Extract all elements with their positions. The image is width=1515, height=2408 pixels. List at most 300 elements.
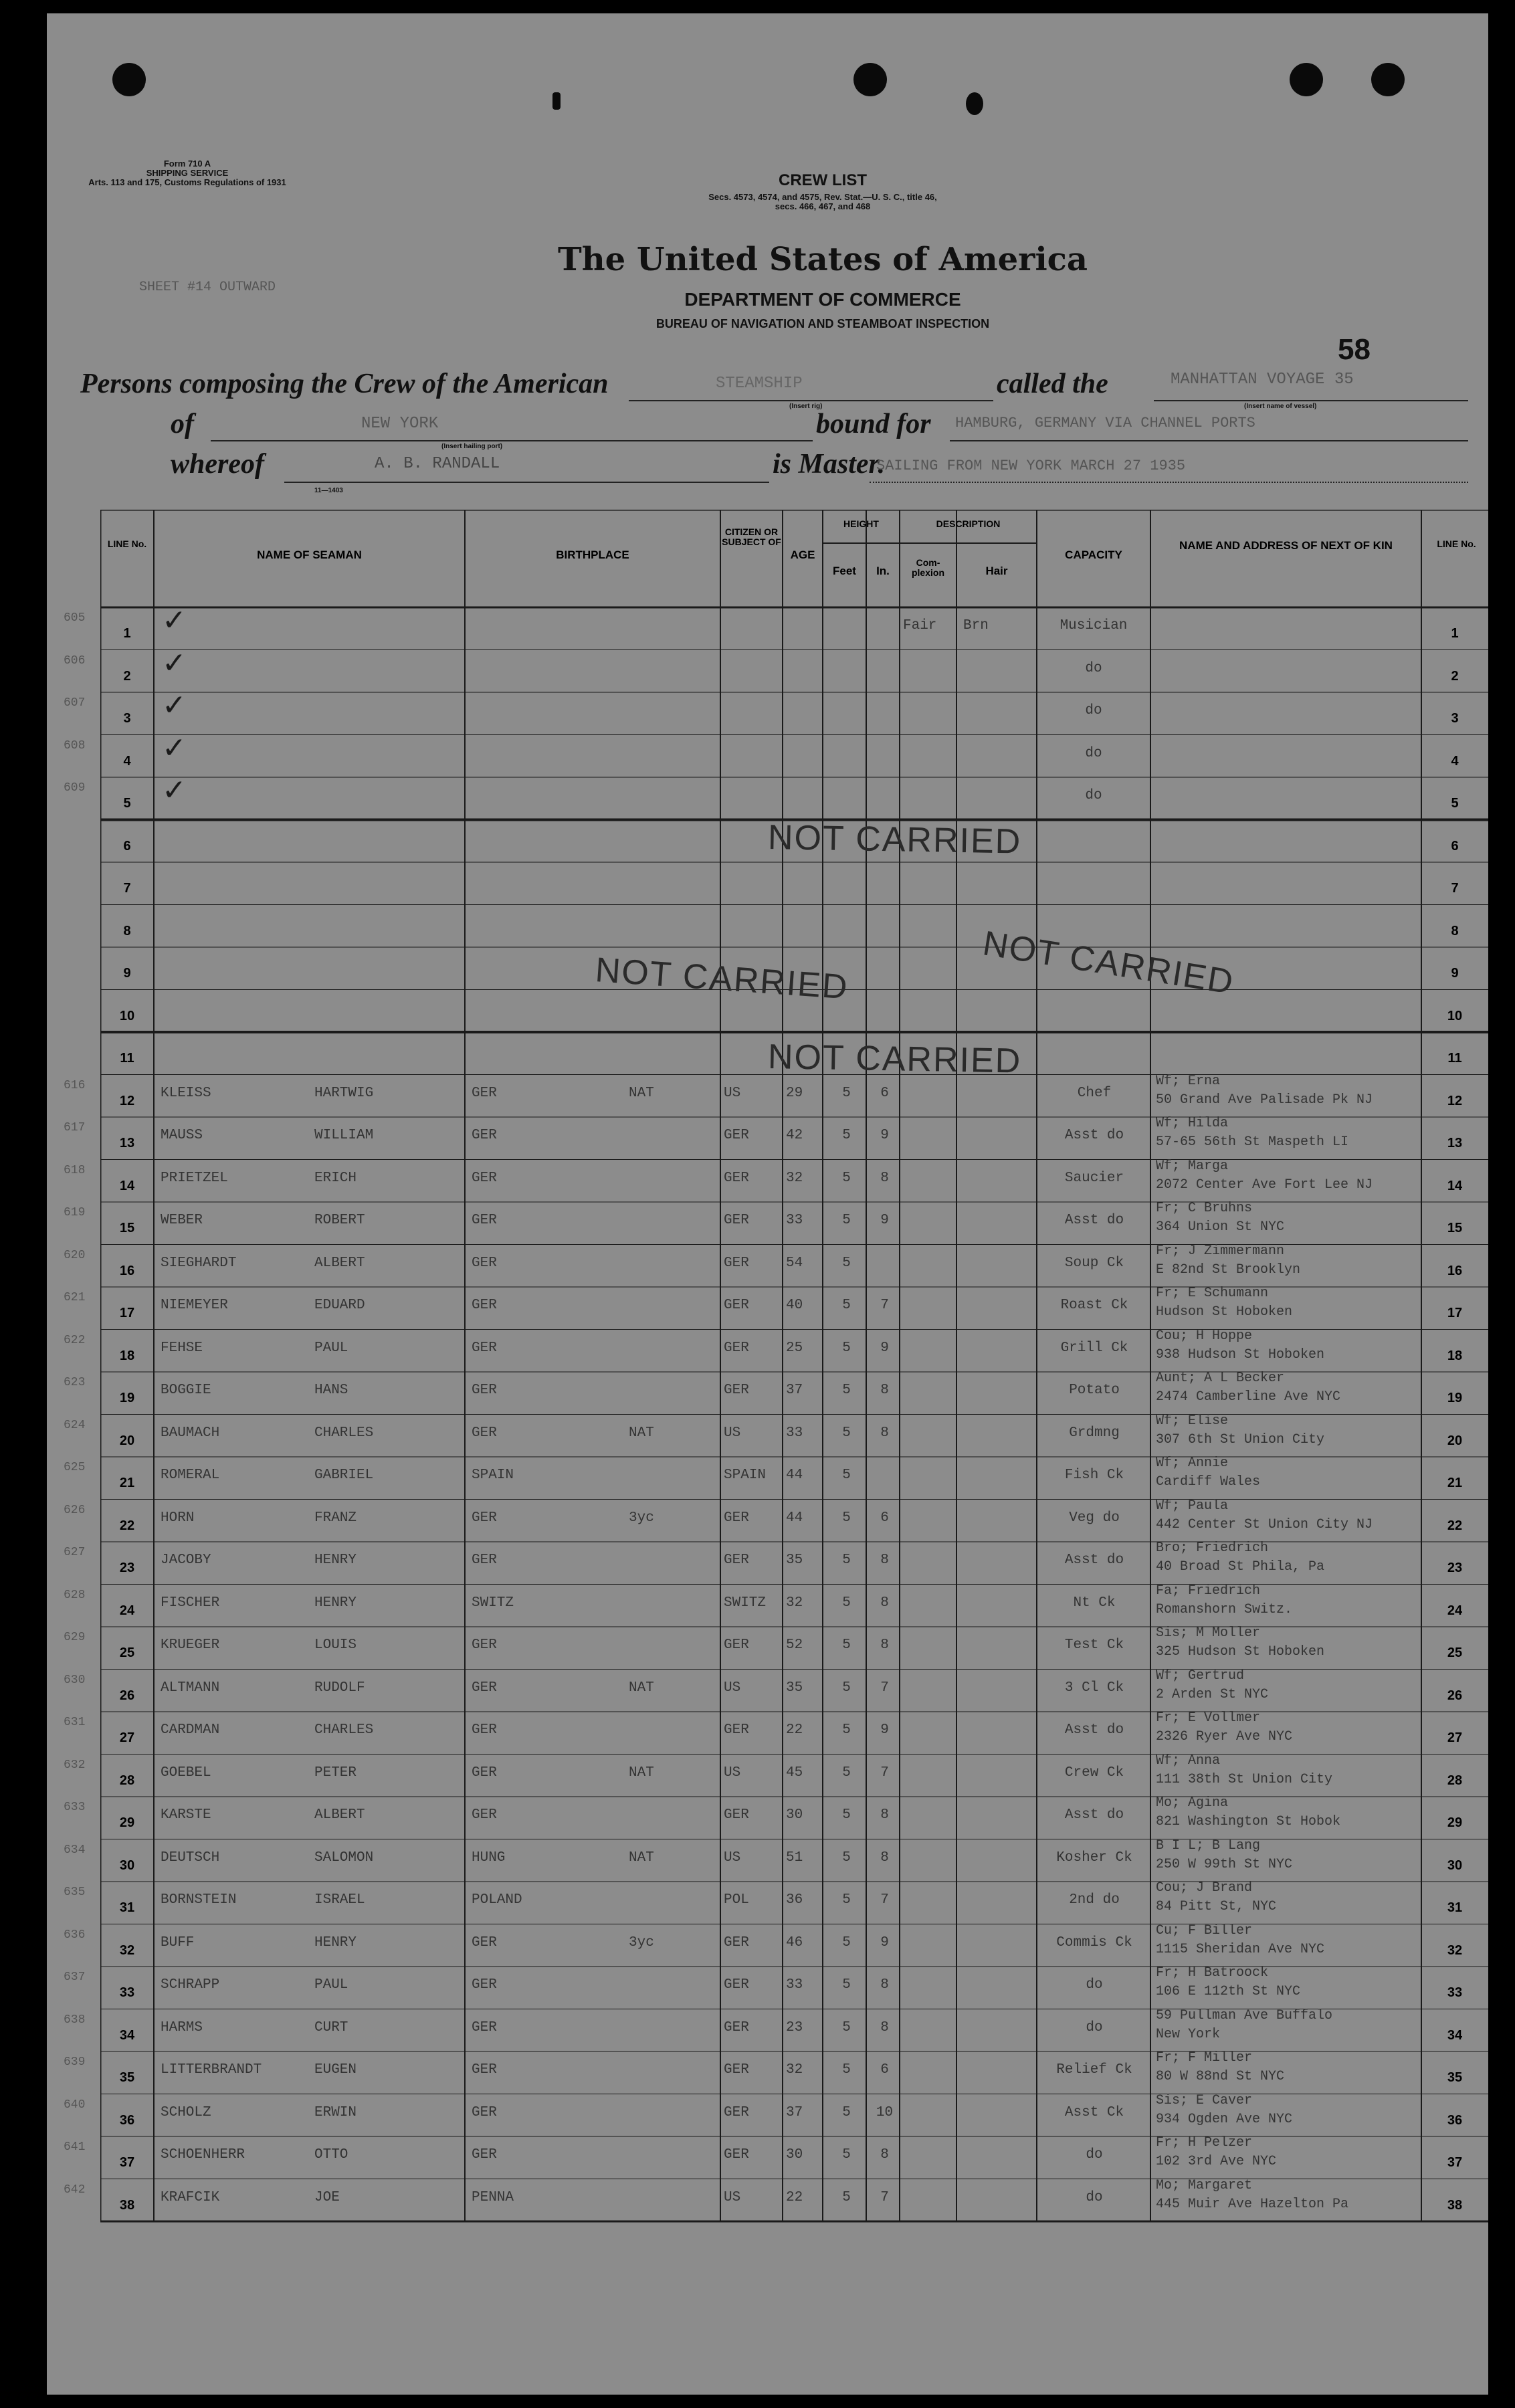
row-number: 10 (119, 1008, 135, 1023)
serial-number: 616 (64, 1078, 86, 1092)
age-cell: 35 (786, 1552, 803, 1568)
next-of-kin-address: 2072 Center Ave Fort Lee NJ (1156, 1177, 1373, 1193)
birthplace-cell: SWITZ (472, 1595, 514, 1611)
feet-cell: 5 (842, 1722, 851, 1738)
serial-number: 637 (64, 1971, 86, 1984)
row-number-right: 20 (1447, 1433, 1463, 1448)
age-cell: 44 (786, 1510, 803, 1526)
capacity-cell: do (1085, 703, 1102, 718)
next-of-kin-address: 111 38th St Union City (1156, 1771, 1333, 1787)
next-of-kin-name: Mo; Margaret (1156, 2177, 1253, 2193)
form-metadata (74, 159, 301, 187)
row-number: 3 (123, 711, 131, 726)
age-cell: 22 (786, 2189, 803, 2205)
next-of-kin-address: 307 6th St Union City (1156, 1431, 1325, 1447)
next-of-kin-address: 84 Pitt St, NYC (1156, 1899, 1277, 1914)
feet-cell: 5 (842, 2147, 851, 2163)
row-number-right: 37 (1447, 2155, 1463, 2170)
row-number: 37 (119, 2155, 135, 2170)
next-of-kin-name: 59 Pullman Ave Buffalo (1156, 2007, 1333, 2023)
citizen-cell: GER (724, 1977, 749, 1993)
capacity-cell: 3 Cl Ck (1064, 1680, 1124, 1696)
feet-cell: 5 (842, 1085, 851, 1101)
header-hair: Hair (985, 565, 1008, 577)
feet-cell: 5 (842, 1170, 851, 1186)
naturalization-cell: NAT (629, 1849, 654, 1866)
age-cell: 33 (786, 1213, 803, 1228)
feet-cell: 5 (842, 1807, 851, 1823)
row-number-right: 32 (1447, 1942, 1463, 1958)
header-name: NAME OF SEAMAN (257, 548, 362, 561)
row-number-right: 14 (1447, 1178, 1463, 1193)
birthplace-cell: GER (472, 1510, 497, 1526)
next-of-kin-address: 2 Arden St NYC (1156, 1686, 1269, 1702)
capacity-cell: Soup Ck (1064, 1255, 1124, 1271)
seaman-last-name: CARDMAN (161, 1722, 220, 1738)
seaman-last-name: KRAFCIK (161, 2189, 220, 2205)
birthplace-cell: GER (472, 1170, 497, 1186)
birthplace-cell: GER (472, 1425, 497, 1441)
header-line-no-right: LINE No. (1437, 538, 1476, 549)
citizen-cell: GER (724, 2019, 749, 2035)
inches-cell: 9 (880, 1340, 889, 1356)
row-number-right: 31 (1447, 1900, 1463, 1915)
citizen-cell: US (724, 1680, 741, 1696)
seaman-last-name: DEUTSCH (161, 1849, 220, 1866)
serial-number: 638 (64, 2013, 86, 2027)
feet-cell: 5 (842, 1468, 851, 1483)
naturalization-cell: NAT (629, 1425, 654, 1441)
serial-number: 632 (64, 1758, 86, 1772)
inches-cell: 7 (880, 1765, 889, 1781)
next-of-kin-name: Wf; Anna (1156, 1752, 1221, 1769)
row-number: 12 (119, 1093, 135, 1108)
seaman-last-name: SCHOENHERR (161, 2147, 245, 2163)
port-value: NEW YORK (361, 415, 439, 433)
checkmark-icon: ✓ (162, 688, 187, 722)
next-of-kin-name: Wf; Paula (1156, 1498, 1229, 1514)
serial-number: 606 (64, 654, 86, 668)
next-of-kin-address: 364 Union St NYC (1156, 1219, 1285, 1235)
seaman-last-name: LITTERBRANDT (161, 2062, 262, 2078)
next-of-kin-name: Fr; H Pelzer (1156, 2135, 1253, 2150)
citizen-cell: US (724, 1849, 741, 1866)
next-of-kin-address: 2326 Ryer Ave NYC (1156, 1729, 1293, 1744)
row-number-right: 4 (1451, 753, 1459, 769)
row-number-right: 16 (1447, 1263, 1463, 1278)
seaman-first-name: SALOMON (314, 1849, 374, 1866)
stamp-not-carried: NOT CARRIED (593, 950, 850, 1007)
serial-number: 635 (64, 1886, 86, 1899)
age-cell: 37 (786, 1383, 803, 1398)
capacity-cell: do (1086, 2189, 1103, 2205)
next-of-kin-address: New York (1156, 2026, 1221, 2042)
seaman-first-name: CURT (314, 2019, 348, 2035)
capacity-cell: do (1086, 2019, 1103, 2035)
feet-cell: 5 (842, 1510, 851, 1526)
row-number: 13 (119, 1136, 135, 1150)
feet-cell: 5 (842, 1340, 851, 1356)
birthplace-cell: GER (472, 1255, 497, 1271)
serial-number: 630 (64, 1673, 86, 1687)
birthplace-cell: GER (472, 2062, 497, 2078)
header-line-no: LINE No. (107, 538, 147, 549)
row-number: 19 (119, 1391, 135, 1405)
hair-cell: Brn (963, 618, 989, 633)
row-number-right: 2 (1451, 668, 1459, 684)
age-cell: 25 (786, 1340, 803, 1356)
birthplace-cell: GER (472, 1552, 497, 1568)
birthplace-cell: GER (472, 1085, 497, 1101)
next-of-kin-name: Fa; Friedrich (1156, 1583, 1261, 1599)
citizen-cell: GER (724, 2104, 749, 2120)
next-of-kin-address: Cardiff Wales (1156, 1474, 1261, 1490)
feet-cell: 5 (842, 1849, 851, 1866)
capacity-cell: Asst do (1064, 1128, 1124, 1143)
row-number-right: 34 (1447, 2027, 1463, 2043)
seaman-last-name: FISCHER (161, 1595, 220, 1611)
next-of-kin-name: Bro; Friedrich (1156, 1540, 1269, 1556)
serial-number: 623 (64, 1376, 86, 1389)
seaman-last-name: SIEGHARDT (161, 1255, 237, 1271)
row-number: 30 (119, 1858, 135, 1873)
age-cell: 22 (786, 1722, 803, 1738)
next-of-kin-name: Fr; F Miller (1156, 2050, 1253, 2066)
row-number: 17 (119, 1306, 135, 1320)
feet-cell: 5 (842, 1637, 851, 1653)
label-bound: bound for (816, 409, 931, 439)
next-of-kin-name: Wf; Hilda (1156, 1116, 1229, 1131)
age-cell: 33 (786, 1425, 803, 1441)
next-of-kin-address: E 82nd St Brooklyn (1156, 1262, 1301, 1278)
label-whereof: whereof (171, 449, 264, 480)
country-title: The United States of America (557, 241, 1088, 278)
port-hint: (Insert hailing port) (441, 443, 503, 450)
row-number: 28 (119, 1773, 135, 1788)
age-cell: 33 (786, 1977, 803, 1993)
row-number-right: 30 (1447, 1858, 1463, 1873)
birthplace-cell: GER (472, 1383, 497, 1398)
serial-number: 626 (64, 1503, 86, 1517)
punch-mark (552, 92, 561, 110)
capacity-cell: Nt Ck (1073, 1595, 1116, 1611)
row-number: 15 (119, 1221, 135, 1235)
checkmark-icon: ✓ (162, 730, 187, 765)
stamp-not-carried: NOT CARRIED (767, 818, 1022, 862)
rig-hint: (Insert rig) (789, 403, 823, 410)
seaman-first-name: LOUIS (314, 1637, 357, 1653)
row-number-right: 17 (1447, 1306, 1463, 1320)
label-of: of (171, 409, 194, 439)
capacity-cell: Asst do (1064, 1807, 1124, 1823)
inches-cell: 8 (880, 2019, 889, 2035)
row-number: 21 (119, 1476, 135, 1490)
next-of-kin-name: Fr; E Vollmer (1156, 1710, 1261, 1726)
birthplace-cell: GER (472, 2104, 497, 2120)
citizen-cell: US (724, 2189, 741, 2205)
seaman-first-name: HENRY (314, 1934, 357, 1950)
capacity-cell: do (1085, 745, 1102, 761)
next-of-kin-address: 325 Hudson St Hoboken (1156, 1644, 1325, 1660)
seaman-first-name: ALBERT (314, 1255, 365, 1271)
citizen-cell: GER (724, 1722, 749, 1738)
label-master: is Master. (773, 449, 886, 480)
checkmark-icon: ✓ (162, 773, 187, 807)
row-number: 8 (123, 923, 131, 938)
seaman-last-name: WEBER (161, 1213, 203, 1228)
serial-number: 629 (64, 1631, 86, 1644)
next-of-kin-address: 102 3rd Ave NYC (1156, 2154, 1277, 2169)
capacity-cell: Roast Ck (1060, 1298, 1128, 1313)
seaman-last-name: KRUEGER (161, 1637, 220, 1653)
serial-number: 617 (64, 1121, 86, 1134)
row-number-right: 3 (1451, 711, 1459, 726)
citizen-cell: GER (724, 1213, 749, 1228)
seaman-first-name: CHARLES (314, 1425, 374, 1441)
row-number-right: 15 (1447, 1221, 1463, 1235)
naturalization-cell: NAT (629, 1680, 654, 1696)
complexion-cell: Fair (903, 618, 937, 633)
next-of-kin-address: 57-65 56th St Maspeth LI (1156, 1134, 1349, 1150)
citizen-cell: GER (724, 1807, 749, 1823)
seaman-last-name: SCHRAPP (161, 1977, 220, 1993)
row-number-right: 19 (1447, 1391, 1463, 1405)
serial-number: 642 (64, 2183, 86, 2197)
citizen-cell: GER (724, 1298, 749, 1313)
seaman-last-name: KLEISS (161, 1085, 211, 1101)
seaman-first-name: HENRY (314, 1552, 357, 1568)
label-persons: Persons composing the Crew of the American (80, 369, 609, 399)
birthplace-cell: GER (472, 1213, 497, 1228)
inches-cell: 9 (880, 1128, 889, 1143)
feet-cell: 5 (842, 1213, 851, 1228)
inches-cell: 9 (880, 1213, 889, 1228)
serial-number: 627 (64, 1546, 86, 1559)
feet-cell: 5 (842, 1977, 851, 1993)
capacity-cell: Crew Ck (1064, 1765, 1124, 1781)
citizen-cell: GER (724, 2147, 749, 2163)
form-statute-line1: Secs. 4573, 4574, and 4575, Rev. Stat.—U. S. C., title 46, (708, 192, 937, 202)
birthplace-cell: GER (472, 1637, 497, 1653)
inches-cell: 8 (880, 1849, 889, 1866)
seaman-last-name: FEHSE (161, 1340, 203, 1356)
serial-number: 636 (64, 1928, 86, 1942)
seaman-last-name: BUFF (161, 1934, 195, 1950)
seaman-last-name: MAUSS (161, 1128, 203, 1143)
seaman-first-name: JOE (314, 2189, 340, 2205)
row-number: 23 (119, 1561, 135, 1575)
next-of-kin-address: 1115 Sheridan Ave NYC (1156, 1941, 1325, 1957)
capacity-cell: 2nd do (1069, 1892, 1120, 1908)
citizen-cell: SWITZ (724, 1595, 767, 1611)
row-number: 25 (119, 1645, 135, 1660)
birthplace-cell: GER (472, 1128, 497, 1143)
serial-number: 624 (64, 1418, 86, 1432)
naturalization-cell: NAT (629, 1085, 654, 1101)
header-capacity: CAPACITY (1065, 548, 1122, 561)
row-number-right: 7 (1451, 881, 1459, 896)
age-cell: 32 (786, 2062, 803, 2078)
birthplace-cell: GER (472, 1298, 497, 1313)
age-cell: 54 (786, 1255, 803, 1271)
page-number: 58 (1338, 333, 1371, 366)
next-of-kin-name: Sis; E Caver (1156, 2092, 1253, 2108)
next-of-kin-name: Wf; Marga (1156, 1158, 1229, 1174)
seaman-first-name: WILLIAM (314, 1128, 374, 1143)
seaman-first-name: EUGEN (314, 2062, 357, 2078)
sailing-value: SAILING FROM NEW YORK MARCH 27 1935 (876, 458, 1186, 474)
row-number-right: 35 (1447, 2070, 1463, 2085)
inches-cell: 6 (880, 1510, 889, 1526)
row-number: 14 (119, 1178, 135, 1193)
seaman-first-name: HANS (314, 1383, 348, 1398)
inches-cell: 8 (880, 1552, 889, 1568)
seaman-last-name: ALTMANN (161, 1680, 220, 1696)
punch-hole (112, 63, 146, 96)
form-title: CREW LIST (779, 171, 867, 189)
serial-number: 605 (64, 611, 86, 625)
capacity-cell: Fish Ck (1064, 1468, 1124, 1483)
birthplace-cell: GER (472, 1934, 497, 1950)
age-cell: 36 (786, 1892, 803, 1908)
row-number-right: 8 (1451, 923, 1459, 938)
row-number-right: 9 (1451, 966, 1459, 981)
age-cell: 51 (786, 1849, 803, 1866)
age-cell: 30 (786, 2147, 803, 2163)
row-number: 34 (119, 2027, 135, 2043)
form-number: Form 710 A (163, 159, 211, 169)
row-number-right: 13 (1447, 1136, 1463, 1150)
age-cell: 29 (786, 1085, 803, 1101)
next-of-kin-address: 934 Ogden Ave NYC (1156, 2111, 1293, 2127)
next-of-kin-name: Wf; Annie (1156, 1456, 1229, 1471)
next-of-kin-name: Fr; E Schumann (1156, 1286, 1269, 1301)
inches-cell: 7 (880, 2189, 889, 2205)
age-cell: 46 (786, 1934, 803, 1950)
serial-number: 621 (64, 1291, 86, 1304)
citizen-cell: GER (724, 2062, 749, 2078)
row-number-right: 28 (1447, 1773, 1463, 1788)
birthplace-cell: GER (472, 2147, 497, 2163)
feet-cell: 5 (842, 1765, 851, 1781)
row-number-right: 6 (1451, 838, 1459, 854)
citizen-cell: GER (724, 1128, 749, 1143)
birthplace-cell: HUNG (472, 1849, 506, 1866)
serial-number: 640 (64, 2098, 86, 2112)
serial-number: 633 (64, 1801, 86, 1814)
header-citizen: CITIZEN OR SUBJECT OF (722, 526, 781, 547)
row-number: 32 (119, 1942, 135, 1958)
seaman-first-name: RUDOLF (314, 1680, 365, 1696)
next-of-kin-address: 106 E 112th St NYC (1156, 1984, 1301, 1999)
punch-hole (1371, 63, 1405, 96)
rig-value: STEAMSHIP (716, 375, 803, 393)
row-number: 1 (123, 626, 131, 641)
header-height: HEIGHT (843, 518, 879, 529)
seaman-first-name: GABRIEL (314, 1468, 374, 1483)
birthplace-cell: GER (472, 1722, 497, 1738)
age-cell: 52 (786, 1637, 803, 1653)
row-number-right: 38 (1447, 2197, 1463, 2213)
row-number-right: 21 (1447, 1476, 1463, 1490)
capacity-cell: Asst Ck (1064, 2104, 1124, 2120)
next-of-kin-name: Fr; C Bruhns (1156, 1201, 1253, 1216)
inches-cell: 9 (880, 1934, 889, 1950)
feet-cell: 5 (842, 1934, 851, 1950)
checkmark-icon: ✓ (162, 603, 187, 637)
feet-cell: 5 (842, 1298, 851, 1313)
bound-value: HAMBURG, GERMANY VIA CHANNEL PORTS (955, 415, 1255, 431)
serial-number: 631 (64, 1716, 86, 1729)
inches-cell: 8 (880, 1425, 889, 1441)
capacity-cell: Asst do (1064, 1552, 1124, 1568)
age-cell: 44 (786, 1468, 803, 1483)
stamp-not-carried: NOT CARRIED (767, 1037, 1022, 1081)
master-value: A. B. RANDALL (375, 455, 500, 473)
capacity-cell: Asst do (1064, 1722, 1124, 1738)
row-number: 16 (119, 1263, 135, 1278)
seaman-last-name: JACOBY (161, 1552, 211, 1568)
inches-cell: 9 (880, 1722, 889, 1738)
header-in: In. (876, 565, 890, 577)
next-of-kin-name: Cu; F Biller (1156, 1922, 1253, 1938)
citizen-cell: GER (724, 1383, 749, 1398)
capacity-cell: Musician (1059, 618, 1128, 633)
capacity-cell: Kosher Ck (1056, 1849, 1132, 1866)
next-of-kin-address: Romanshorn Switz. (1156, 1601, 1293, 1617)
next-of-kin-name: Wf; Elise (1156, 1413, 1229, 1429)
feet-cell: 5 (842, 1552, 851, 1568)
birthplace-cell: SPAIN (472, 1468, 514, 1483)
feet-cell: 5 (842, 1892, 851, 1908)
inches-cell: 7 (880, 1892, 889, 1908)
seaman-last-name: NIEMEYER (161, 1298, 228, 1313)
naturalization-cell: NAT (629, 1765, 654, 1781)
seaman-last-name: BOGGIE (161, 1383, 211, 1398)
serial-number: 619 (64, 1206, 86, 1219)
row-number-right: 23 (1447, 1561, 1463, 1575)
inches-cell: 8 (880, 1170, 889, 1186)
age-cell: 40 (786, 1298, 803, 1313)
birthplace-cell: GER (472, 1680, 497, 1696)
form-service: SHIPPING SERVICE (146, 168, 229, 178)
crew-list-sheet (47, 13, 1488, 2395)
header-complexion: Com- plexion (911, 557, 944, 578)
capacity-cell: Asst do (1064, 1213, 1124, 1228)
row-number-right: 12 (1447, 1093, 1463, 1108)
serial-number: 625 (64, 1461, 86, 1474)
inches-cell: 8 (880, 1383, 889, 1398)
row-number-right: 22 (1447, 1518, 1463, 1533)
inches-cell: 6 (880, 1085, 889, 1101)
capacity-cell: do (1086, 2147, 1103, 2163)
capacity-cell: do (1086, 1977, 1103, 1993)
seaman-last-name: KARSTE (161, 1807, 211, 1823)
feet-cell: 5 (842, 2104, 851, 2120)
form-regs: Arts. 113 and 175, Customs Regulations of 1931 (88, 177, 286, 187)
citizen-cell: GER (724, 1637, 749, 1653)
punch-hole (853, 63, 887, 96)
vessel-hint: (Insert name of vessel) (1244, 403, 1317, 410)
serial-number: 641 (64, 2140, 86, 2154)
feet-cell: 5 (842, 1255, 851, 1271)
row-number: 7 (123, 881, 131, 896)
seaman-last-name: HARMS (161, 2019, 203, 2035)
inches-cell: 8 (880, 1807, 889, 1823)
inches-cell: 6 (880, 2062, 889, 2078)
row-number-right: 1 (1451, 626, 1459, 641)
feet-cell: 5 (842, 2062, 851, 2078)
